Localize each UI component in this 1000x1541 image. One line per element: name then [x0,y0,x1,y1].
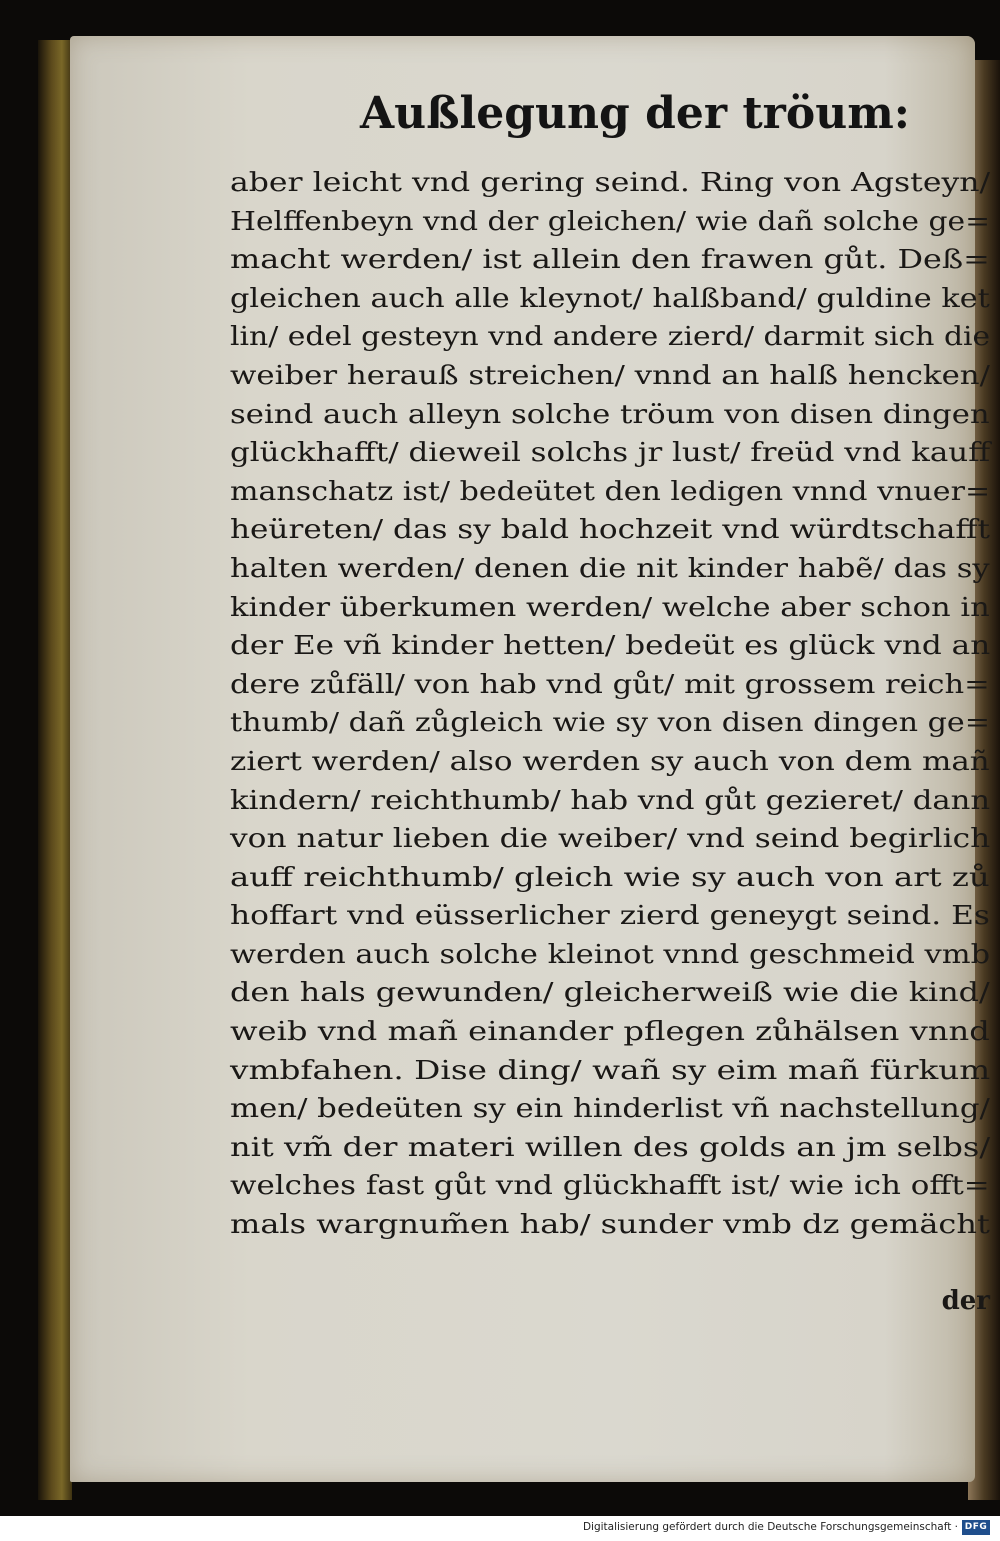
text-line-content: von natur lieben die weiber/ vnd seind begirlich [230,824,991,855]
text-line [230,550,990,589]
text-line [230,1052,990,1091]
text-line [230,897,990,936]
text-line [230,782,990,821]
text-line [230,396,990,435]
text-line-content: manschatz ist/ bedeütet den ledigen vnnd vnuer= [230,476,991,507]
text-line [230,280,990,319]
text-line [230,203,990,242]
text-line-content: weiber herauß streichen/ vnnd an halß hencken/ [230,360,991,391]
text-line-content: werden auch solche kleinot vnnd geschmeid vmb [230,939,991,970]
text-line-content: der Ee vñ kinder hetten/ bedeüt es glück vnd an [230,631,991,662]
text-line [230,936,990,975]
running-head: Außlegung der tröum: [360,88,910,139]
text-line [230,974,990,1013]
text-line [230,743,990,782]
text-block [230,164,991,1316]
text-line-content: vmbfahen. Dise ding/ wañ sy eim mañ fürkum [230,1055,991,1086]
text-line-content: halten werden/ denen die nit kinder habẽ/ das sy [230,553,990,584]
text-line [230,434,990,473]
text-line [230,666,990,705]
text-line-content: nit vm̃ der materi willen des golds an jm selbs/ [230,1132,991,1163]
text-line-content: macht werden/ ist allein den frawen gůt. Deß= [230,245,990,276]
text-line-content: ziert werden/ also werden sy auch von dem mañ [230,746,990,777]
text-line-content: kinder überkumen werden/ welche aber schon in [230,592,990,623]
text-line [230,1129,990,1168]
text-line [230,1167,990,1206]
text-line [230,627,990,666]
text-line-content: auff reichthumb/ gleich wie sy auch von art zů [230,862,990,893]
text-line-content: Helffenbeyn vnd der gleichen/ wie dañ solche ge= [230,206,991,237]
text-line [230,1206,990,1245]
text-line [230,820,990,859]
text-line [230,241,990,280]
text-line [230,1090,990,1129]
book-page [70,36,991,1482]
text-line [230,859,990,898]
text-line-content: den hals gewunden/ gleicherweiß wie die kind/ [230,978,990,1009]
text-line-content: weib vnd mañ einander pflegen zůhälsen vnnd [230,1017,990,1048]
text-line [230,473,990,512]
text-line-content: hoffart vnd eüsserlicher zierd geneygt seind. Es [230,901,990,932]
text-line [230,1013,990,1052]
text-line-content: aber leicht vnd gering seind. Ring von Agsteyn/ [230,168,991,198]
text-line-content: glückhafft/ dieweil solchs jr lust/ freüd vnd kauff [230,438,991,469]
text-line-content: thumb/ dañ zůgleich wie sy von disen dingen ge= [230,708,991,739]
dfg-logo: DFG [962,1520,990,1535]
text-line-content: men/ bedeüten sy ein hinderlist vñ nachstellung/ [230,1094,990,1125]
text-line [230,357,990,396]
text-line [230,589,990,628]
text-line-content: kindern/ reichthumb/ hab vnd gůt gezieret/ dann [230,785,991,816]
text-line-content: mals wargnum̃en hab/ sunder vmb dz gemächt [230,1210,990,1241]
book-spine-edge [38,40,72,1500]
footer-bar [0,1516,1000,1541]
text-line-content: lin/ edel gesteyn vnd andere zierd/ darmit sich die [230,322,991,353]
text-line [230,511,990,550]
text-line-content: gleichen auch alle kleynot/ halßband/ guldine ket [230,283,990,314]
text-line [230,318,990,357]
text-line-content: dere zůfäll/ von hab vnd gůt/ mit grossem reich= [230,669,990,700]
funding-credit: Digitalisierung gefördert durch die Deutsche Forschungsgemeinschaft · [582,1521,958,1533]
text-line-content: seind auch alleyn solche tröum von disen dingen [230,399,990,430]
text-line [230,164,990,203]
text-line-content: welches fast gůt vnd glückhafft ist/ wie ich offt= [230,1171,990,1202]
text-line-content: heüreten/ das sy bald hochzeit vnd würdtschafft [230,515,991,546]
text-line [230,704,990,743]
catchword: der [941,1286,990,1316]
